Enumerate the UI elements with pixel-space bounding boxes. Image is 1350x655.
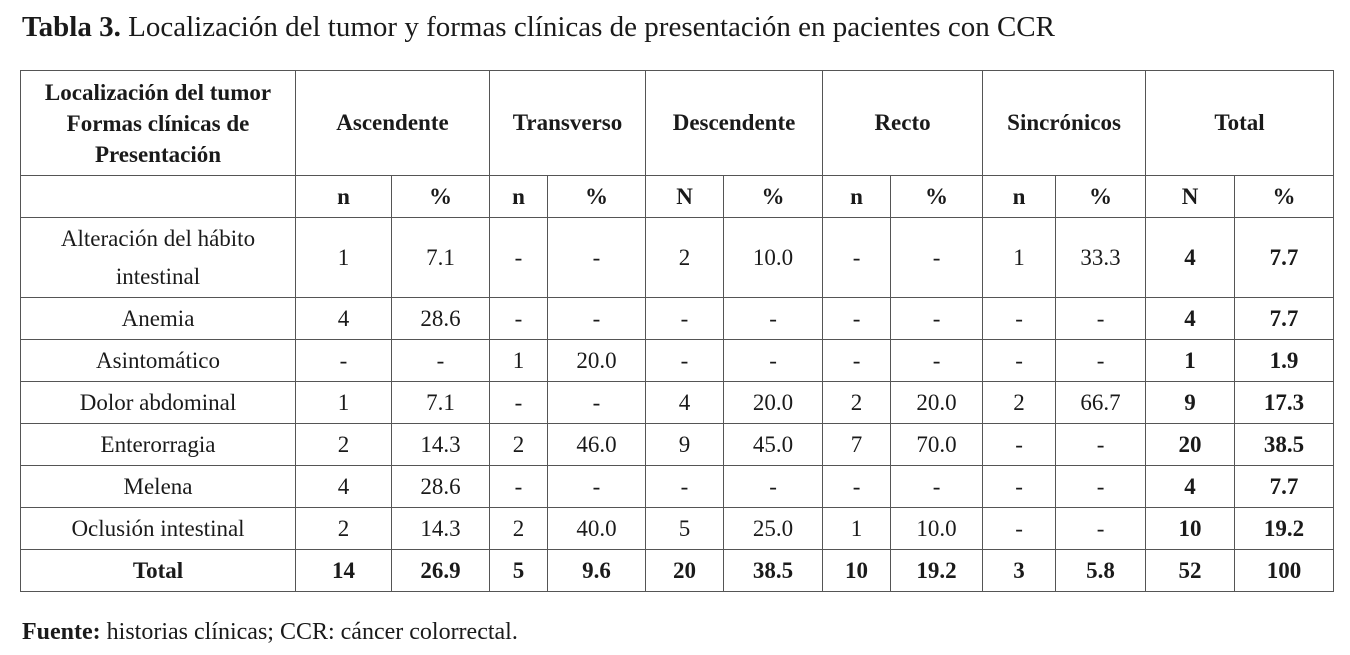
table-title-text: Localización del tumor y formas clínicas de presentación en pacientes con CCR [128,11,1055,43]
total-cell: 4 [1146,218,1235,298]
table-cell: - [296,340,392,382]
corner-line: Formas clínicas de [66,110,250,136]
total-row-cell: 52 [1146,550,1235,592]
subheader-cell: N [1146,176,1235,218]
row-label: Dolor abdominal [21,382,296,424]
table-cell: 1 [823,508,891,550]
row-label [21,218,296,298]
subheader-cell: % [548,176,646,218]
total-cell: 20 [1146,424,1235,466]
table-cell: 20.0 [891,382,983,424]
subheader-cell: % [724,176,823,218]
group-header: Total [1146,71,1334,176]
table-cell: 20.0 [724,382,823,424]
table-cell: 1 [490,340,548,382]
table-cell: 2 [490,424,548,466]
table-cell: - [490,298,548,340]
row-label: Oclusión intestinal [21,508,296,550]
table-cell: 33.3 [1056,218,1146,298]
table-cell: 20.0 [548,340,646,382]
row-label-line: Alteración del hábito [60,225,256,251]
total-cell: 38.5 [1235,424,1334,466]
table-cell: 28.6 [392,298,490,340]
table-row [21,508,1334,550]
table-cell: - [1056,298,1146,340]
table-cell: - [646,298,724,340]
table-cell: 1 [296,382,392,424]
group-header: Ascendente [296,71,490,176]
table-cell: 4 [646,382,724,424]
table-row [21,382,1334,424]
empty-subheader [21,176,296,218]
table-cell: 9 [646,424,724,466]
table-cell: - [1056,340,1146,382]
table-cell: - [548,298,646,340]
total-row-cell: 5 [490,550,548,592]
table-cell: 25.0 [724,508,823,550]
total-row-cell: 5.8 [1056,550,1146,592]
subheader-cell: n [490,176,548,218]
table-cell: 28.6 [392,466,490,508]
total-cell: 7.7 [1235,218,1334,298]
table-cell: 5 [646,508,724,550]
row-label: Enterorragia [21,424,296,466]
table-cell: - [891,218,983,298]
table-cell: - [392,340,490,382]
table-cell: - [823,298,891,340]
corner-line: Presentación [94,141,222,167]
table-cell: - [823,218,891,298]
table-row [21,340,1334,382]
header-row-groups [21,71,1334,176]
corner-header [21,71,296,176]
table-cell: - [823,340,891,382]
total-row-label: Total [21,550,296,592]
table-cell: - [490,382,548,424]
table-cell: - [1056,508,1146,550]
table-cell: 40.0 [548,508,646,550]
total-row [21,550,1334,592]
total-row-cell: 9.6 [548,550,646,592]
table-cell: - [983,466,1056,508]
data-table [20,70,1334,592]
table-cell: - [548,382,646,424]
total-cell: 10 [1146,508,1235,550]
total-row-cell: 3 [983,550,1056,592]
total-row-cell: 14 [296,550,392,592]
table-cell: 7 [823,424,891,466]
table-cell: 4 [296,298,392,340]
source-text: historias clínicas; CCR: cáncer colorrectal. [106,619,518,645]
table-cell: - [646,340,724,382]
table-cell: - [983,508,1056,550]
source-label: Fuente: [22,619,101,645]
table-row [21,218,1334,298]
table-cell: 70.0 [891,424,983,466]
table-cell: 2 [823,382,891,424]
table-cell: 2 [983,382,1056,424]
subheader-cell: % [392,176,490,218]
table-cell: 7.1 [392,218,490,298]
table-cell: - [891,340,983,382]
table-cell: 2 [296,508,392,550]
subheader-cell: N [646,176,724,218]
total-row-cell: 100 [1235,550,1334,592]
table-cell: 2 [490,508,548,550]
group-header: Transverso [490,71,646,176]
table-cell: - [646,466,724,508]
total-cell: 1.9 [1235,340,1334,382]
table-cell: 7.1 [392,382,490,424]
subheader-cell: n [983,176,1056,218]
subheader-cell: % [1235,176,1334,218]
total-cell: 17.3 [1235,382,1334,424]
total-cell: 9 [1146,382,1235,424]
group-header: Descendente [646,71,823,176]
table-cell: 46.0 [548,424,646,466]
table-cell: - [724,466,823,508]
table-cell: - [490,466,548,508]
header-row-subheaders [21,176,1334,218]
table-cell: 66.7 [1056,382,1146,424]
table-cell: 2 [646,218,724,298]
row-label-line: intestinal [115,263,201,289]
table-cell: - [891,298,983,340]
table-cell: 1 [983,218,1056,298]
total-row-cell: 19.2 [891,550,983,592]
total-cell: 7.7 [1235,298,1334,340]
total-row-cell: 10 [823,550,891,592]
table-cell: 4 [296,466,392,508]
table-cell: - [983,340,1056,382]
row-label: Melena [21,466,296,508]
table-cell: - [548,218,646,298]
subheader-cell: n [823,176,891,218]
table-title [22,9,1055,45]
table-cell: - [823,466,891,508]
table-row [21,424,1334,466]
total-cell: 4 [1146,466,1235,508]
subheader-cell: % [891,176,983,218]
table-cell: - [983,424,1056,466]
group-header: Sincrónicos [983,71,1146,176]
table-row [21,298,1334,340]
table-cell: 14.3 [392,508,490,550]
group-header: Recto [823,71,983,176]
total-cell: 4 [1146,298,1235,340]
total-row-cell: 20 [646,550,724,592]
subheader-cell: n [296,176,392,218]
table-cell: 10.0 [891,508,983,550]
table-cell: - [983,298,1056,340]
total-row-cell: 26.9 [392,550,490,592]
table-cell: - [724,298,823,340]
row-label: Anemia [21,298,296,340]
total-cell: 1 [1146,340,1235,382]
corner-line: Localización del tumor [44,79,272,105]
table-cell: - [1056,424,1146,466]
table-cell: - [891,466,983,508]
total-cell: 19.2 [1235,508,1334,550]
table-row [21,466,1334,508]
table-cell: 14.3 [392,424,490,466]
table-cell: 2 [296,424,392,466]
source-note [22,617,518,647]
table-title-prefix: Tabla 3. [22,11,121,43]
subheader-cell: % [1056,176,1146,218]
table-cell: - [490,218,548,298]
total-row-cell: 38.5 [724,550,823,592]
table-cell: 1 [296,218,392,298]
total-cell: 7.7 [1235,466,1334,508]
row-label: Asintomático [21,340,296,382]
table-cell: - [1056,466,1146,508]
table-cell: 45.0 [724,424,823,466]
table-cell: - [548,466,646,508]
table-cell: 10.0 [724,218,823,298]
table-cell: - [724,340,823,382]
